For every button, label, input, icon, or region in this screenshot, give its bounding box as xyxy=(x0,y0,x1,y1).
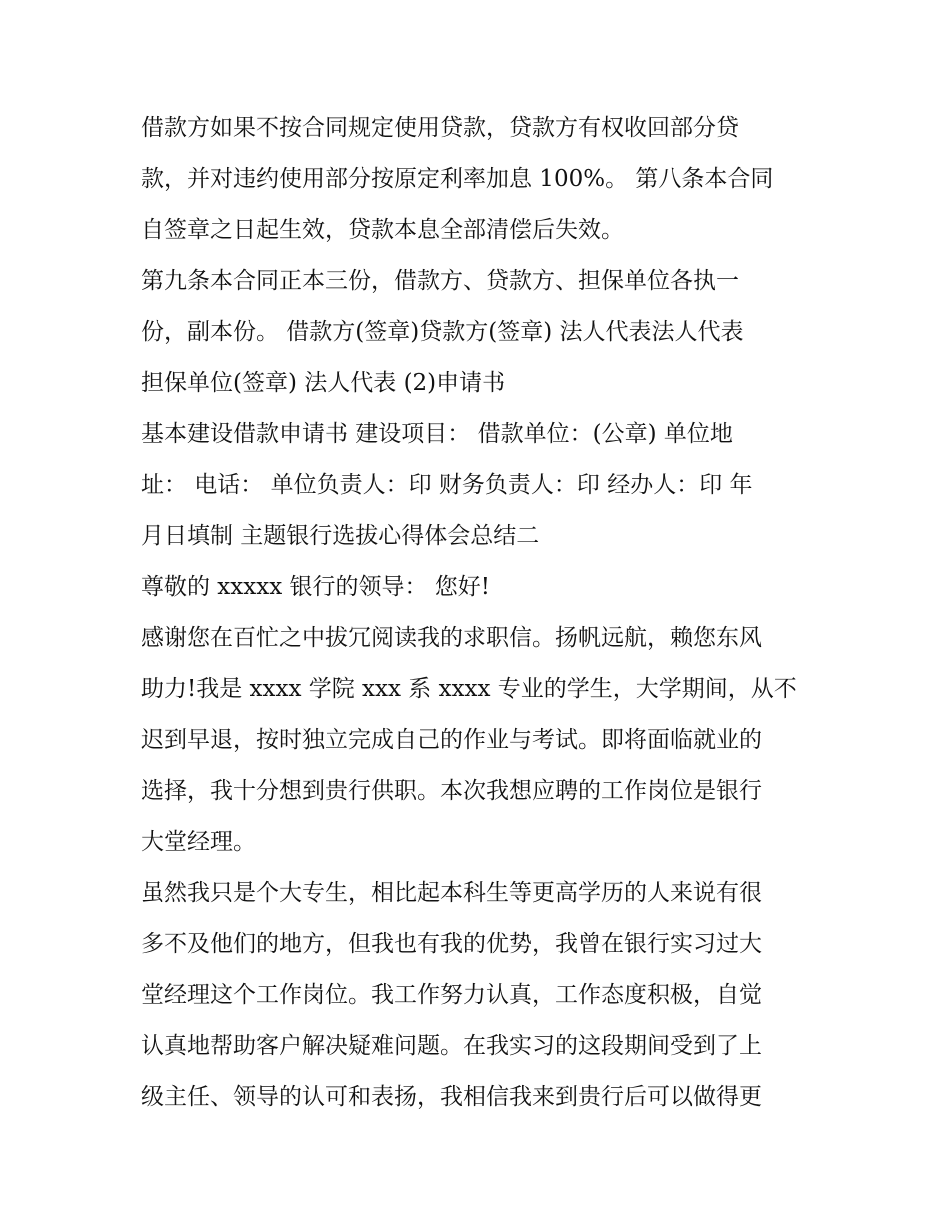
text-line-5: 份，副本份。 借款方(签章)贷款方(签章) 法人代表法人代表 xyxy=(141,319,744,345)
text-line-20: 级主任、领导的认可和表扬，我相信我来到贵行后可以做得更 xyxy=(141,1084,762,1110)
text-line-18: 堂经理这个工作岗位。我工作努力认真，工作态度积极，自觉 xyxy=(141,982,762,1008)
text-line-6: 担保单位(签章) 法人代表 (2)申请书 xyxy=(141,370,506,396)
text-line-11: 感谢您在百忙之中拔冗阅读我的求职信。扬帆远航，赖您东风 xyxy=(141,625,762,651)
text-line-4: 第九条本合同正本三份，借款方、贷款方、担保单位各执一 xyxy=(141,268,739,294)
text-line-3: 自签章之日起生效，贷款本息全部清偿后失效。 xyxy=(141,217,624,243)
text-line-16: 虽然我只是个大专生，相比起本科生等更高学历的人来说有很 xyxy=(141,880,762,906)
text-line-12: 助力!我是 xxxx 学院 xxx 系 xxxx 专业的学生，大学期间，从不 xyxy=(141,676,797,702)
document-body xyxy=(141,103,821,1123)
text-line-2: 款，并对违约使用部分按原定利率加息 100%。 第八条本合同 xyxy=(141,166,774,192)
text-line-19: 认真地帮助客户解决疑难问题。在我实习的这段期间受到了上 xyxy=(141,1033,762,1059)
text-line-14: 选择，我十分想到贵行供职。本次我想应聘的工作岗位是银行 xyxy=(141,778,762,804)
text-line-13: 迟到早退，按时独立完成自己的作业与考试。即将面临就业的 xyxy=(141,727,762,753)
text-line-1: 借款方如果不按合同规定使用贷款，贷款方有权收回部分贷 xyxy=(141,115,739,141)
text-line-9: 月日填制 主题银行选拔心得体会总结二 xyxy=(141,523,540,549)
text-line-7: 基本建设借款申请书 建设项目： 借款单位：(公章) 单位地 xyxy=(141,421,733,447)
text-line-15: 大堂经理。 xyxy=(141,829,256,855)
text-line-10: 尊敬的 xxxxx 银行的领导： 您好! xyxy=(141,574,491,600)
text-line-17: 多不及他们的地方，但我也有我的优势，我曾在银行实习过大 xyxy=(141,931,762,957)
text-line-8: 址： 电话： 单位负责人：印 财务负责人：印 经办人：印 年 xyxy=(141,472,753,498)
